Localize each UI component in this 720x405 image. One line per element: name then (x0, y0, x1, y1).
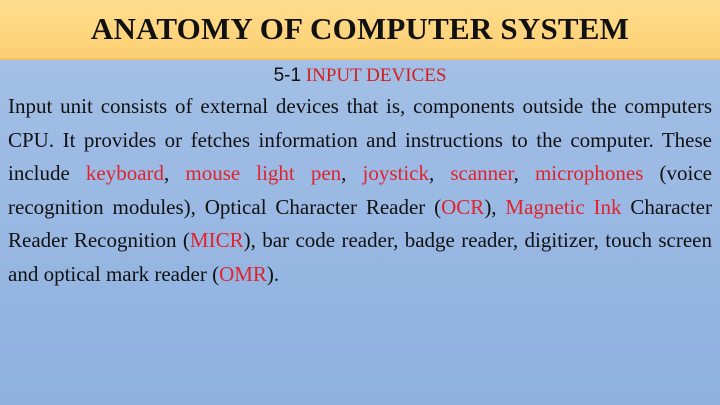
body-text-run: , (513, 161, 535, 186)
section-heading (0, 64, 720, 88)
body-text-run: , (341, 161, 363, 186)
body-text-run: Character Reader Recognition ( (8, 194, 712, 253)
section-number: 5-1 (273, 65, 302, 86)
body-text-run: (voice recognition modules), Optical Character Reader ( (8, 161, 712, 219)
slide-title: ANATOMY OF COMPUTER SYSTEM (90, 11, 630, 46)
highlighted-term: scanner (450, 161, 514, 186)
section-title: INPUT DEVICES (305, 65, 447, 86)
highlighted-term: OCR (441, 194, 485, 219)
highlighted-term: keyboard (85, 161, 165, 186)
highlighted-term: joystick (362, 161, 429, 186)
body-text-run: , (164, 161, 186, 186)
body-text-run: Input unit consists of external devices that is, components outside the computers CPU. It provides or fetches information and instructions to the computer. These include (8, 94, 712, 186)
highlighted-term: OMR (219, 261, 267, 286)
highlighted-term: mouse light pen (185, 161, 342, 186)
title-bar (0, 0, 720, 60)
highlighted-term: Magnetic Ink (505, 194, 622, 219)
highlighted-term: microphones (534, 161, 644, 186)
body-text-run: , (429, 161, 451, 186)
body-text-run: ), bar code reader, badge reader, digitizer, touch screen and optical mark reader ( (8, 228, 712, 286)
highlighted-term: MICR (189, 228, 244, 253)
body-text-run: ). (266, 261, 280, 286)
body-text-run: ), (484, 194, 506, 219)
body-paragraph (8, 90, 712, 292)
